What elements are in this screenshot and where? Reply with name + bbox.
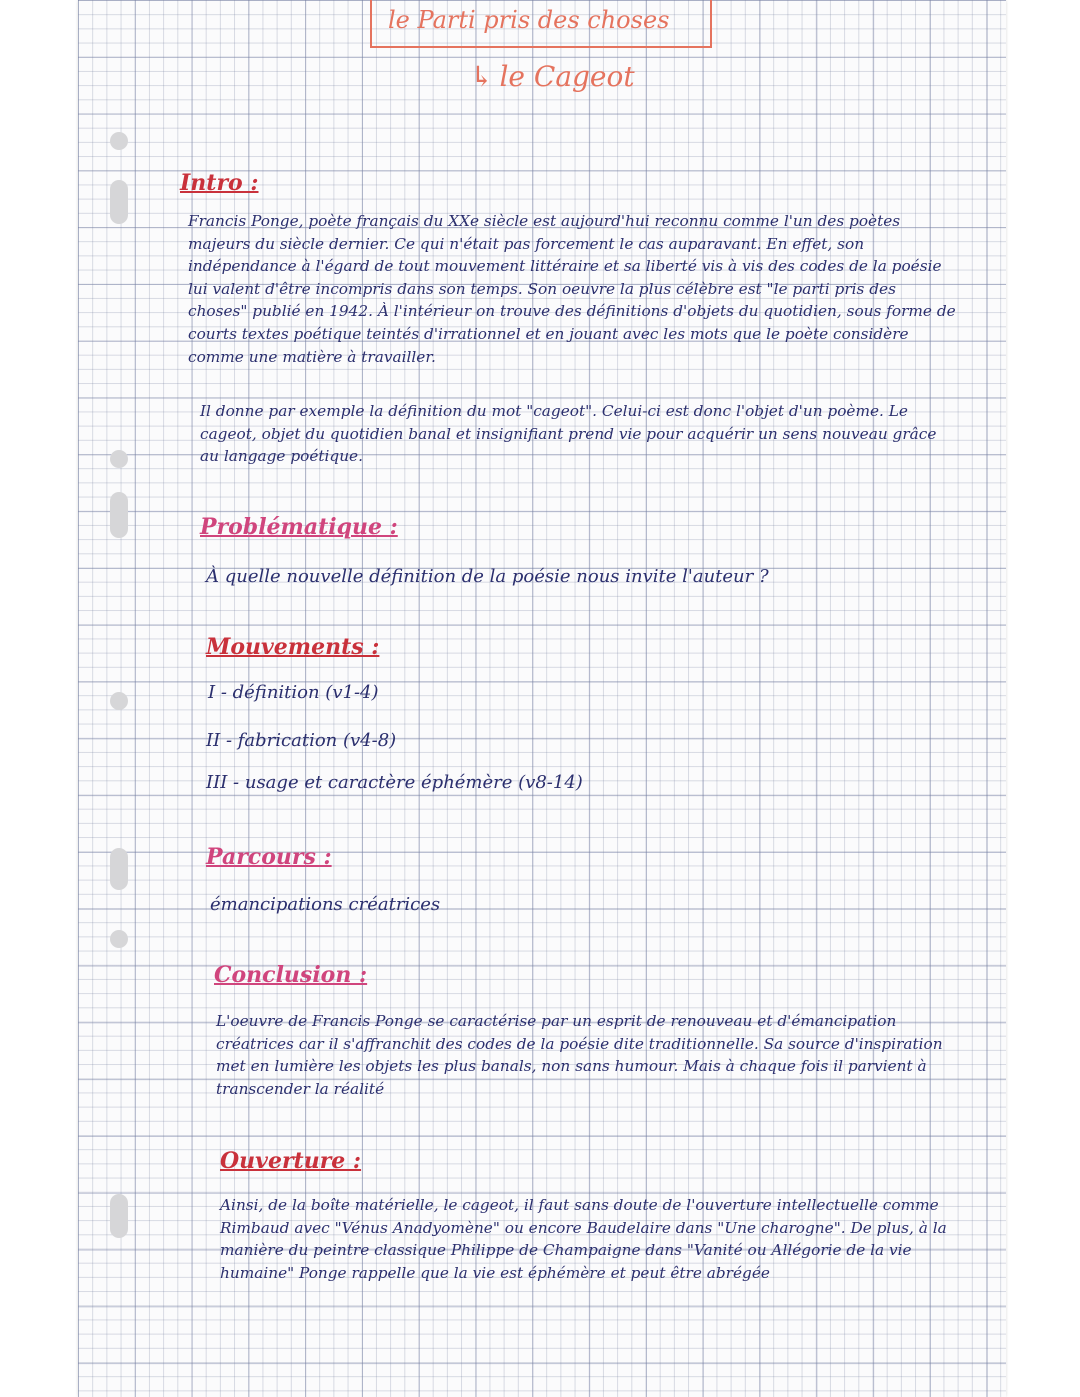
mouvement-item: III - usage et caractère éphémère (v8-14) bbox=[206, 772, 583, 793]
conclusion-paragraph: L'oeuvre de Francis Ponge se caractérise par un esprit de renouveau et d'émancipation créatrices car il s'affranchit des codes de la poésie dite traditionnelle. Sa source d'inspiration met en lumière les objets les plus banals, non sans humour. Mais à chaque fois il parvient à transcender la réalité bbox=[216, 1012, 943, 1098]
intro-heading: Intro : bbox=[180, 170, 259, 196]
parcours-text: émancipations créatrices bbox=[210, 894, 441, 915]
mouvement-item: I - définition (v1-4) bbox=[208, 682, 379, 703]
ouverture-heading: Ouverture : bbox=[220, 1148, 362, 1174]
binder-hole bbox=[110, 1194, 128, 1238]
problematique-heading: Problématique : bbox=[200, 514, 398, 540]
subtitle-text: le Cageot bbox=[499, 60, 635, 93]
arrow-icon: ↳ bbox=[470, 60, 494, 93]
binder-hole bbox=[110, 132, 128, 150]
problematique-text: À quelle nouvelle définition de la poésie nous invite l'auteur ? bbox=[206, 566, 769, 587]
binder-hole bbox=[110, 450, 128, 468]
ouverture-paragraph: Ainsi, de la boîte matérielle, le cageot, il faut sans doute de l'ouverture intellectuelle comme Rimbaud avec "Vénus Anadyomène" ou encore Baudelaire dans "Une charogne". De plus, à la manière du peintre classique Philippe de Champaigne dans "Vanité ou Allégorie de la vie humaine" Ponge rappelle que la vie est éphémère et peut être abrégée bbox=[220, 1196, 947, 1282]
binder-hole bbox=[110, 180, 128, 224]
binder-hole bbox=[110, 848, 128, 890]
parcours-heading: Parcours : bbox=[206, 844, 332, 870]
page-subtitle bbox=[470, 60, 635, 93]
mouvements-heading: Mouvements : bbox=[206, 634, 380, 660]
mouvement-item: II - fabrication (v4-8) bbox=[206, 730, 397, 751]
binder-hole bbox=[110, 492, 128, 538]
intro-paragraph-2: Il donne par exemple la définition du mot "cageot". Celui-ci est donc l'objet d'un poème. Le cageot, objet du quotidien banal et insignifiant prend vie pour acquérir un sens nouveau grâce au langage poétique. bbox=[200, 402, 937, 466]
page-title: le Parti pris des choses bbox=[388, 6, 670, 34]
conclusion-heading: Conclusion : bbox=[214, 962, 368, 988]
intro-paragraph-1: Francis Ponge, poète français du XXe siècle est aujourd'hui reconnu comme l'un des poètes majeurs du siècle dernier. Ce qui n'était pas forcement le cas auparavant. En effet, son indépendance à l'égard de tout mouvement littéraire et sa liberté vis à vis des codes de la poésie lui valent d'être incompris dans son temps. Son oeuvre la plus célèbre est "le parti pris des choses" publié en 1942. À l'intérieur on trouve des définitions d'objets du quotidien, sous forme de courts textes poétique teintés d'irrationnel et en jouant avec les mots que le poète considère comme une matière à travailler. bbox=[188, 212, 956, 366]
binder-hole bbox=[110, 692, 128, 710]
binder-hole bbox=[110, 930, 128, 948]
